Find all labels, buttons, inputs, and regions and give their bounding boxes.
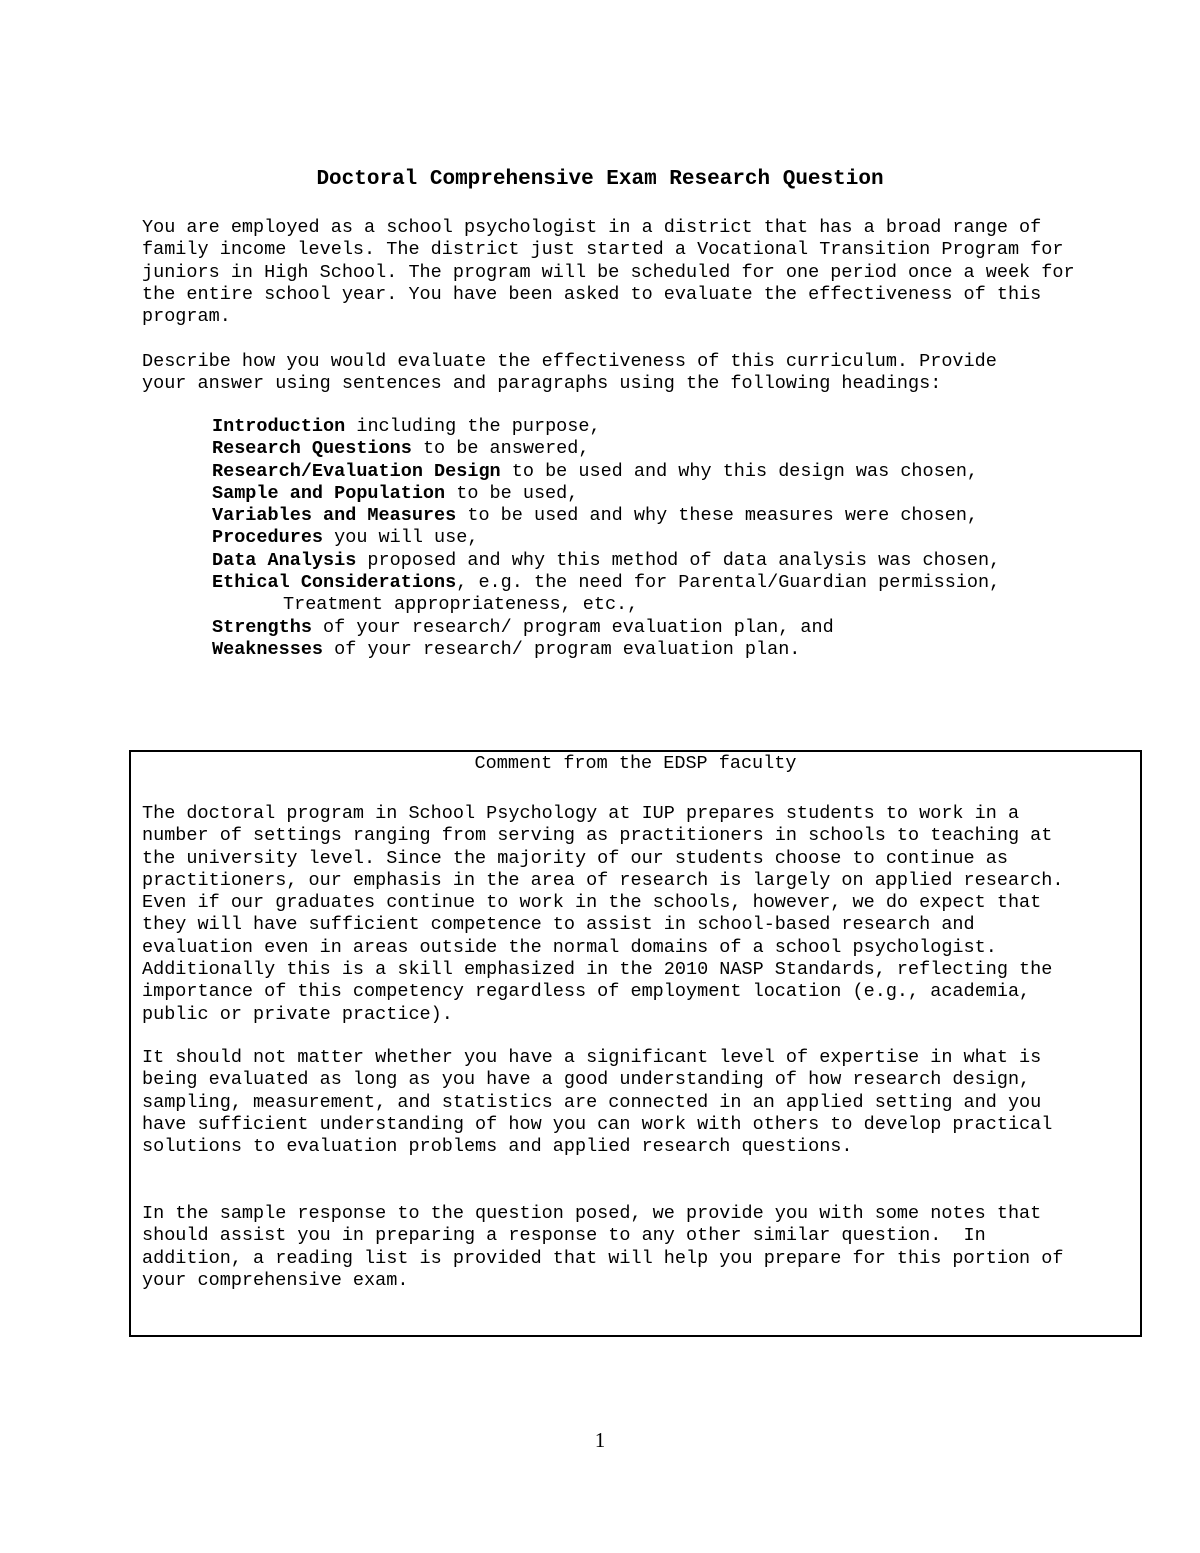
text-line: evaluation even in areas outside the normal domains of a school psychologist. <box>142 936 997 958</box>
heading-item-data-analysis <box>212 550 1152 572</box>
text-line: family income levels. The district just started a Vocational Transition Program for <box>142 239 1064 261</box>
heading-term: Procedures <box>212 527 324 549</box>
heading-item-introduction <box>212 416 1152 438</box>
text-line: practitioners, our emphasis in the area of research is largely on applied research. <box>142 869 1064 891</box>
text-line: sampling, measurement, and statistics are connected in an applied setting and you <box>142 1091 1042 1113</box>
comment-paragraph-2 <box>142 1047 1132 1158</box>
heading-item-strengths <box>212 617 1152 639</box>
heading-term: Sample and Population <box>212 482 446 504</box>
heading-term: Data Analysis <box>212 549 357 571</box>
text-line: It should not matter whether you have a significant level of expertise in what is <box>142 1047 1042 1068</box>
text-line: You are employed as a school psychologist in a district that has a broad range of <box>142 217 1042 238</box>
text-line: Even if our graduates continue to work in the schools, however, we do expect that <box>142 892 1042 914</box>
heading-term: Ethical Considerations <box>212 572 457 594</box>
heading-item-ethical <box>212 572 1152 594</box>
text-line: addition, a reading list is provided that will help you prepare for this portion of <box>142 1247 1064 1269</box>
text-line: your answer using sentences and paragraphs using the following headings: <box>142 373 942 395</box>
page-title: Doctoral Comprehensive Exam Research Question <box>316 168 884 191</box>
text-line: public or private practice). <box>142 1003 453 1025</box>
heading-description: including the purpose, <box>345 416 601 437</box>
text-line: The doctoral program in School Psychology at IUP prepares students to work in a <box>142 803 1020 824</box>
heading-term: Research Questions <box>212 438 412 460</box>
text-line: they will have sufficient competence to assist in school-based research and <box>142 914 975 936</box>
heading-item-procedures <box>212 527 1152 549</box>
comment-box-title: Comment from the EDSP faculty <box>474 753 797 774</box>
heading-description: to be used, <box>445 482 579 504</box>
heading-description: of your research/ program evaluation plan. <box>323 638 801 660</box>
heading-item-design <box>212 461 1152 483</box>
heading-item-ethical-continued <box>212 594 1152 616</box>
heading-term: Research/Evaluation Design <box>212 460 501 482</box>
heading-term: Introduction <box>212 416 346 437</box>
heading-item-sample <box>212 483 1152 505</box>
instructions-paragraph <box>142 351 1142 396</box>
heading-term: Strengths <box>212 616 312 638</box>
text-line: Describe how you would evaluate the effectiveness of this curriculum. Provide <box>142 351 997 372</box>
headings-list <box>212 416 1152 661</box>
heading-description: Treatment appropriateness, etc., <box>283 594 639 616</box>
text-line: importance of this competency regardless of employment location (e.g., academia, <box>142 981 1031 1003</box>
text-line: In the sample response to the question posed, we provide you with some notes that <box>142 1203 1042 1224</box>
text-line: Additionally this is a skill emphasized in the 2010 NASP Standards, reflecting the <box>142 959 1053 981</box>
comment-paragraph-1 <box>142 803 1132 1026</box>
comment-paragraph-3 <box>142 1203 1132 1292</box>
heading-item-research-questions <box>212 438 1152 460</box>
text-line: program. <box>142 306 231 328</box>
heading-term: Weaknesses <box>212 638 324 660</box>
text-line: should assist you in preparing a response to any other similar question. In <box>142 1225 986 1247</box>
text-line: number of settings ranging from serving as practitioners in schools to teaching at <box>142 825 1053 847</box>
intro-paragraph <box>142 217 1142 328</box>
text-line: have sufficient understanding of how you can work with others to develop practical <box>142 1113 1053 1135</box>
page-number: 1 <box>594 1428 606 1452</box>
heading-description: proposed and why this method of data analysis was chosen, <box>356 549 1001 571</box>
faculty-comment-box <box>129 750 1142 1337</box>
text-line: solutions to evaluation problems and applied research questions. <box>142 1136 853 1158</box>
heading-item-weaknesses <box>212 639 1152 661</box>
heading-description: to be answered, <box>411 438 590 460</box>
text-line: being evaluated as long as you have a good understanding of how research design, <box>142 1069 1031 1091</box>
heading-term: Variables and Measures <box>212 505 457 527</box>
heading-description: of your research/ program evaluation plan, and <box>311 616 834 638</box>
heading-item-variables <box>212 505 1152 527</box>
text-line: the entire school year. You have been asked to evaluate the effectiveness of this <box>142 283 1042 305</box>
text-line: juniors in High School. The program will be scheduled for one period once a week for <box>142 261 1075 283</box>
text-line: the university level. Since the majority of our students choose to continue as <box>142 847 1008 869</box>
heading-description: to be used and why these measures were chosen, <box>456 505 979 527</box>
heading-description: you will use, <box>323 527 479 549</box>
text-line: your comprehensive exam. <box>142 1269 409 1291</box>
heading-description: , e.g. the need for Parental/Guardian permission, <box>456 572 1001 594</box>
heading-description: to be used and why this design was chosen, <box>500 460 979 482</box>
